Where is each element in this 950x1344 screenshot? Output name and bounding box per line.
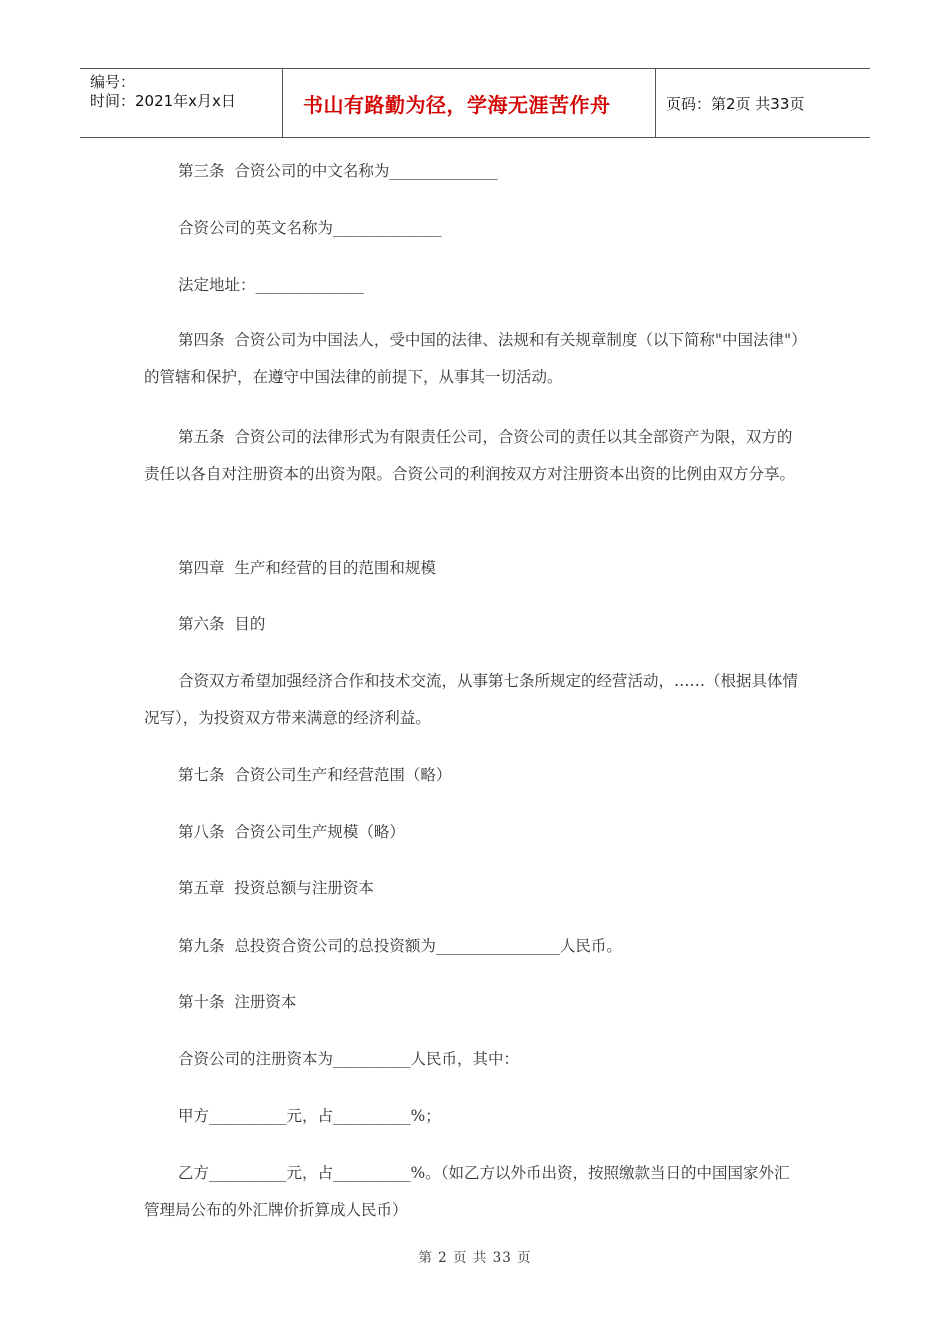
page-footer: 第 2 页 共 33 页 [418, 1250, 532, 1266]
article-3-english-name: 合资公司的英文名称为______________ [178, 219, 442, 237]
party-a-contribution: 甲方__________元，占__________%； [178, 1107, 441, 1125]
article-6-heading: 第六条 目的 [178, 615, 266, 633]
header-motto-cell [282, 69, 656, 137]
header-motto: 书山有路勤为径，学海无涯苦作舟 [303, 92, 611, 117]
serial-number-label: 编号： [90, 73, 136, 91]
article-8: 第八条 合资公司生产规模（略） [178, 823, 405, 841]
article-7: 第七条 合资公司生产和经营范围（略） [178, 766, 452, 784]
header-meta [80, 69, 282, 137]
chapter-4-heading: 第四章 生产和经营的目的范围和规模 [178, 559, 436, 577]
date-label: 时间：2021年x月x日 [90, 92, 236, 110]
article-3-legal-address: 法定地址：______________ [178, 276, 365, 294]
article-9: 第九条 总投资合资公司的总投资额为________________人民币。 [178, 937, 622, 955]
header-page-number: 页码：第2页 共33页 [666, 94, 805, 113]
article-3-chinese-name: 第三条 合资公司的中文名称为______________ [178, 162, 498, 180]
article-4: 第四条 合资公司为中国法人，受中国的法律、法规和有关规章制度（以下简称"中国法律"）的管辖和保护，在遵守中国法律的前提下，从事其一切活动。 [144, 331, 799, 386]
article-10-heading: 第十条 注册资本 [178, 993, 297, 1011]
document-header [80, 68, 870, 138]
party-b-contribution: 乙方__________元，占__________%。（如乙方以外币出资，按照缴款当日的中国国家外汇管理局公布的外汇牌价折算成人民币） [144, 1164, 790, 1219]
article-5: 第五条 合资公司的法律形式为有限责任公司，合资公司的责任以其全部资产为限，双方的责任以各自对注册资本的出资为限。合资公司的利润按双方对注册资本出资的比例由双方分享。 [144, 428, 796, 483]
registered-capital: 合资公司的注册资本为__________人民币，其中： [178, 1050, 520, 1068]
article-6-body: 合资双方希望加强经济合作和技术交流，从事第七条所规定的经营活动，……（根据具体情况写），为投资双方带来满意的经济利益。 [144, 672, 799, 727]
chapter-5-heading: 第五章 投资总额与注册资本 [178, 879, 374, 897]
header-page-cell [656, 69, 870, 137]
